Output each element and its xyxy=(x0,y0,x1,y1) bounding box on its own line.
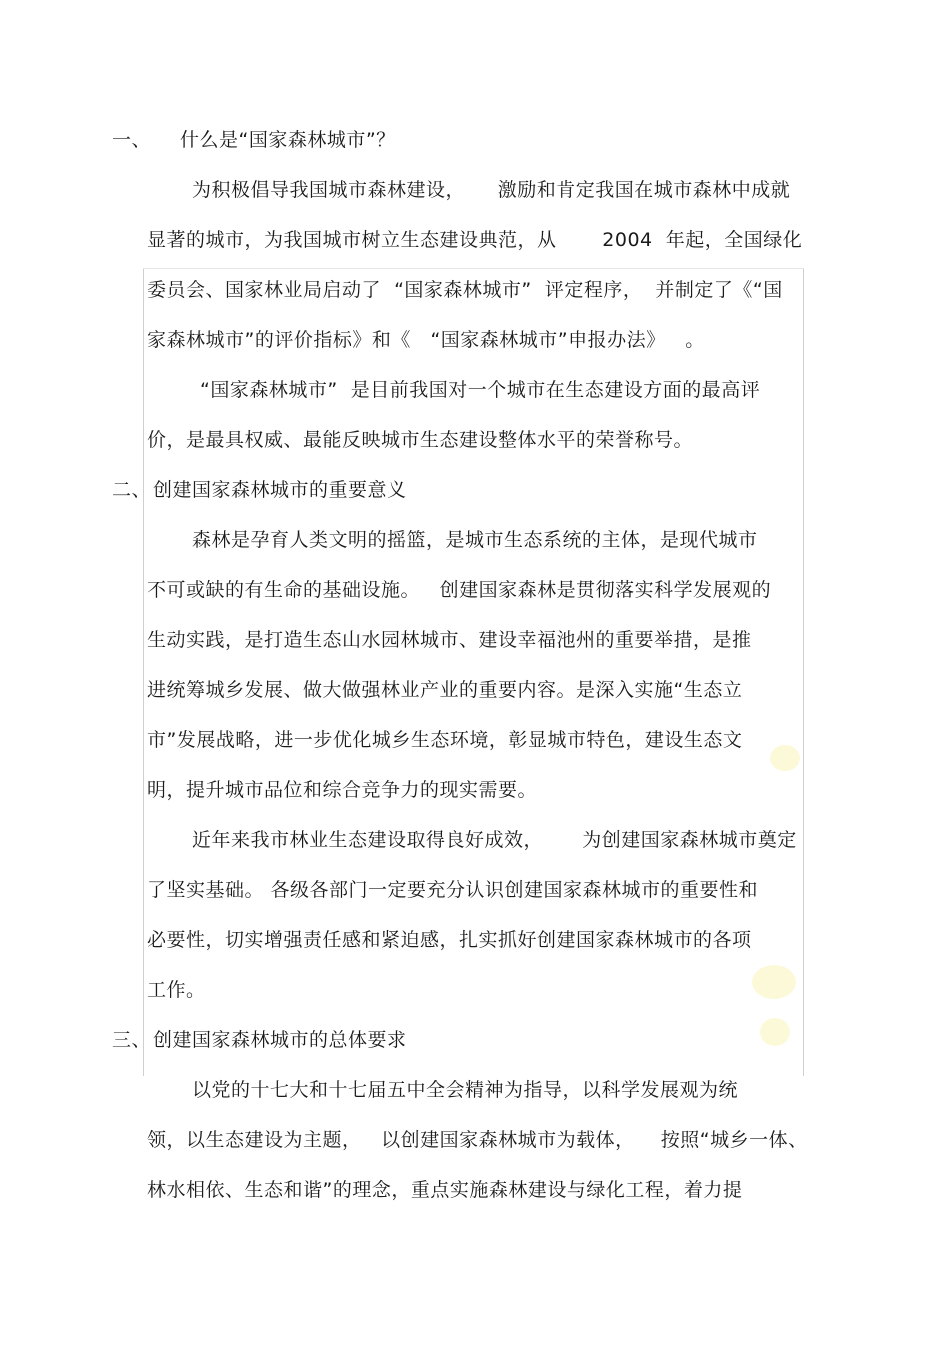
section-title: 什么是“国家森林城市”？ xyxy=(180,129,396,151)
page-frame-top xyxy=(143,268,804,269)
paragraph-line: 不可或缺的有生命的基础设施。 创建国家森林是贯彻落实科学发展观的 xyxy=(147,579,772,601)
paragraph-line: 领，以生态建设为主题， 以创建国家森林城市为载体， 按照“城乡一体、 xyxy=(147,1129,808,1151)
paragraph-line: 进统筹城乡发展、做大做强林业产业的重要内容。是深入实施“生态立 xyxy=(147,679,743,701)
section-number: 二、 xyxy=(112,479,152,501)
paragraph-line: 近年来我市林业生态建设取得良好成效， 为创建国家森林城市奠定 xyxy=(192,829,797,851)
paragraph-line: 必要性，切实增强责任感和紧迫感，扎实抓好创建国家森林城市的各项 xyxy=(147,929,752,951)
paragraph-line: 家森林城市”的评价指标》和《 “国家森林城市”申报办法》 。 xyxy=(147,329,705,351)
paragraph-line: 林水相依、生态和谐”的理念，重点实施森林建设与绿化工程，着力提 xyxy=(147,1179,743,1201)
section-title: 创建国家森林城市的重要意义 xyxy=(153,479,407,501)
scan-blot xyxy=(760,1018,790,1046)
paragraph-line: 委员会、国家林业局启动了 “国家森林城市” 评定程序， 并制定了《“国 xyxy=(147,279,783,301)
section-title: 创建国家森林城市的总体要求 xyxy=(153,1029,407,1051)
paragraph-line: 市”发展战略，进一步优化城乡生态环境，彰显城市特色，建设生态文 xyxy=(147,729,743,751)
paragraph-line: 为积极倡导我国城市森林建设， 激励和肯定我国在城市森林中成就 xyxy=(192,179,791,201)
paragraph-line: 明，提升城市品位和综合竞争力的现实需要。 xyxy=(147,779,538,801)
paragraph-line: “国家森林城市” 是目前我国对一个城市在生态建设方面的最高评 xyxy=(200,379,761,401)
paragraph-line: 显著的城市，为我国城市树立生态建设典范，从 2004 年起，全国绿化 xyxy=(147,229,803,251)
paragraph-line: 工作。 xyxy=(147,979,206,1001)
page-frame-right xyxy=(803,268,804,1076)
section-number: 一、 xyxy=(112,129,152,151)
page-frame-left xyxy=(143,268,144,1076)
paragraph-line: 以党的十七大和十七届五中全会精神为指导，以科学发展观为统 xyxy=(192,1079,739,1101)
paragraph-line: 生动实践，是打造生态山水园林城市、建设幸福池州的重要举措，是推 xyxy=(147,629,752,651)
paragraph-line: 价，是最具权威、最能反映城市生态建设整体水平的荣誉称号。 xyxy=(147,429,694,451)
section-number: 三、 xyxy=(112,1029,152,1051)
scan-blot xyxy=(752,965,796,999)
paragraph-line: 了坚实基础。 各级各部门一定要充分认识创建国家森林城市的重要性和 xyxy=(147,879,759,901)
paragraph-line: 森林是孕育人类文明的摇篮，是城市生态系统的主体，是现代城市 xyxy=(192,529,758,551)
scan-blot xyxy=(770,745,800,771)
